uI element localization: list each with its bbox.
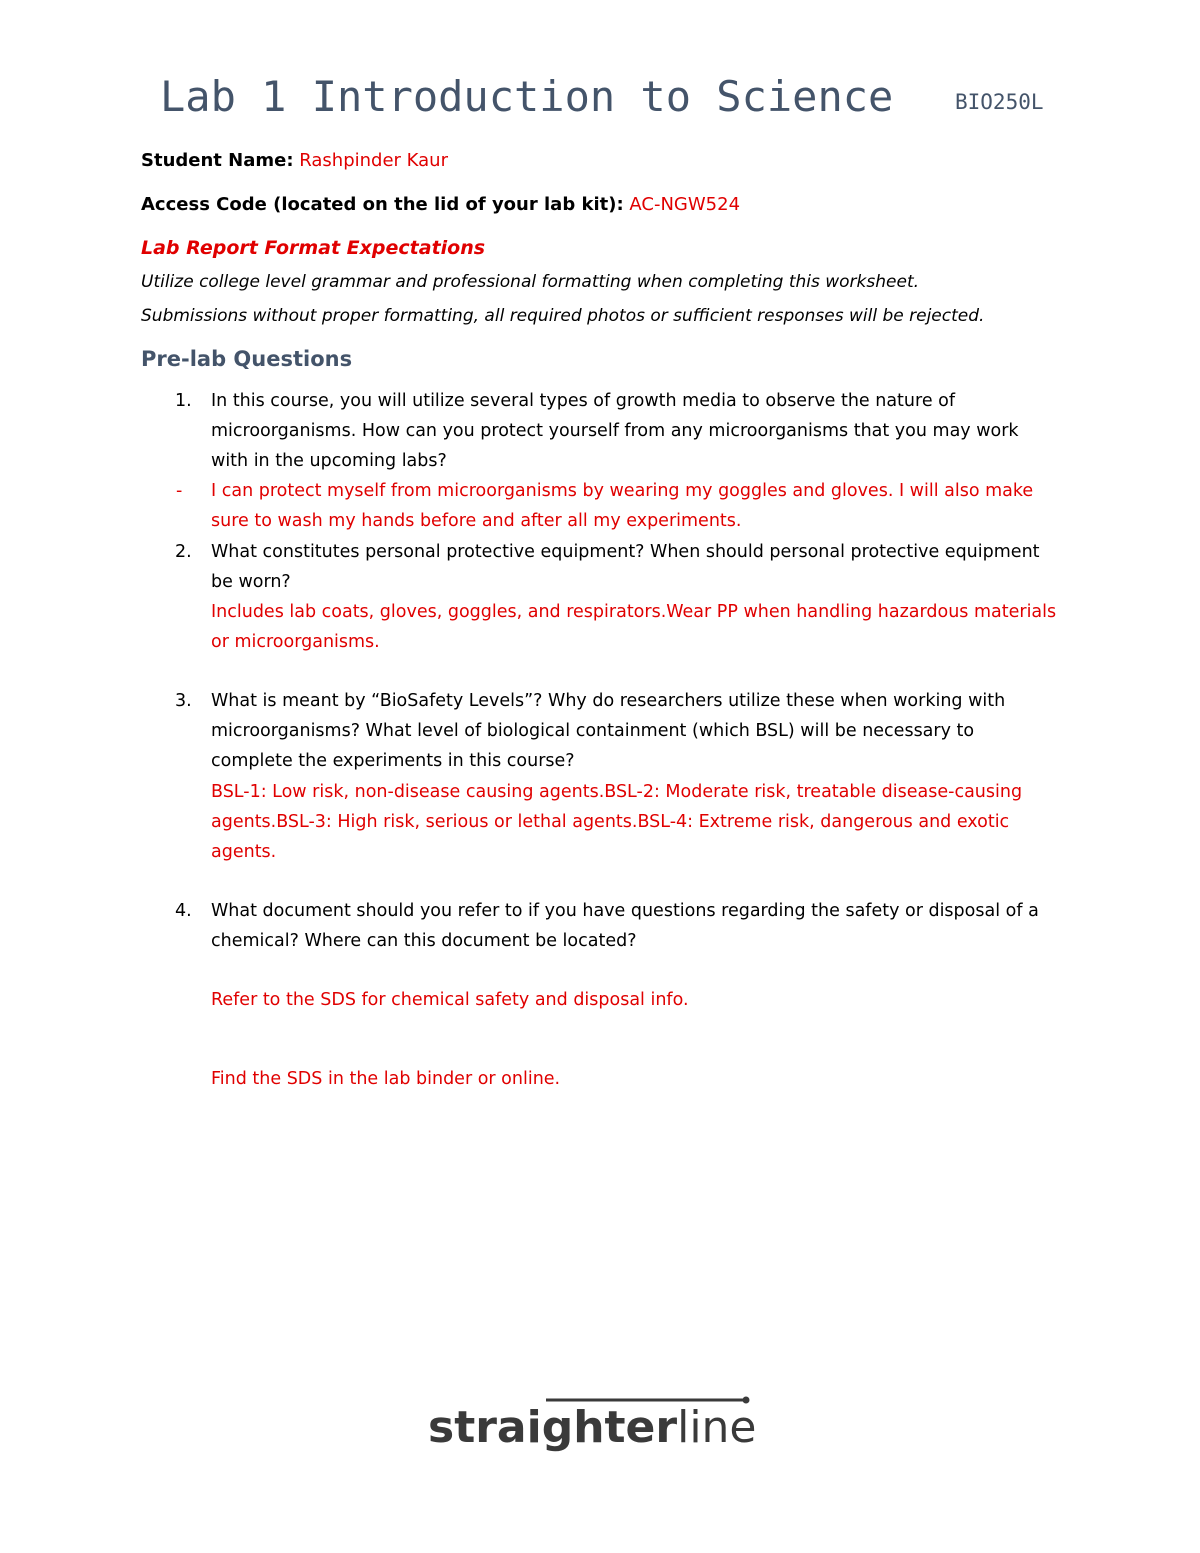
answer-4-line: Refer to the SDS for chemical safety and disposal info. <box>211 990 689 1010</box>
question-2-line: be worn? <box>211 572 291 592</box>
question-1-number: 1. <box>175 391 192 411</box>
question-4-line: chemical? Where can this document be located? <box>211 931 637 951</box>
format-line-2: Submissions without proper formatting, all required photos or sufficient responses will be rejected. <box>141 306 985 326</box>
question-4-number: 4. <box>175 901 192 921</box>
answer-3-line: agents.BSL-3: High risk, serious or lethal agents.BSL-4: Extreme risk, dangerous and exotic <box>211 812 1010 832</box>
question-2-line: What constitutes personal protective equipment? When should personal protective equipment <box>211 542 1040 562</box>
answer-1-bullet: - <box>176 481 183 501</box>
answer-1-line: I can protect myself from microorganisms by wearing my goggles and gloves. I will also make <box>211 481 1034 501</box>
straighterline-logo <box>428 1396 768 1458</box>
access-code-label: Access Code (located on the lid of your lab kit): <box>141 194 624 215</box>
question-3-line: microorganisms? What level of biological containment (which BSL) will be necessary to <box>211 721 975 741</box>
straighterline-logo-graphic <box>428 1396 768 1458</box>
svg-text:straighterline: straighterline <box>428 1402 757 1453</box>
format-line-1: Utilize college level grammar and professional formatting when completing this worksheet. <box>141 272 920 292</box>
course-code: BIO250L <box>955 90 1044 114</box>
student-name-value: Rashpinder Kaur <box>299 150 448 171</box>
question-1-line: microorganisms. How can you protect yourself from any microorganisms that you may work <box>211 421 1019 441</box>
question-4-line: What document should you refer to if you have questions regarding the safety or disposal of a <box>211 901 1039 921</box>
format-heading: Lab Report Format Expectations <box>141 237 486 259</box>
question-1-line: In this course, you will utilize several types of growth media to observe the nature of <box>211 391 956 411</box>
answer-2-line: Includes lab coats, gloves, goggles, and respirators.Wear PP when handling hazardous materials <box>211 602 1057 622</box>
question-1-line: with in the upcoming labs? <box>211 451 447 471</box>
page-title: Lab 1 Introduction to Science <box>160 72 894 121</box>
question-3-number: 3. <box>175 691 192 711</box>
answer-2-line: or microorganisms. <box>211 632 380 652</box>
answer-3-line: agents. <box>211 842 277 862</box>
answer-3-line: BSL-1: Low risk, non-disease causing agents.BSL-2: Moderate risk, treatable disease-causing <box>211 782 1023 802</box>
question-2-number: 2. <box>175 542 192 562</box>
question-3-line: What is meant by “BioSafety Levels”? Why do researchers utilize these when working with <box>211 691 1006 711</box>
access-code-value: AC-NGW524 <box>629 194 741 215</box>
answer-1-line: sure to wash my hands before and after all my experiments. <box>211 511 742 531</box>
answer-4-line: Find the SDS in the lab binder or online. <box>211 1069 561 1089</box>
question-3-line: complete the experiments in this course? <box>211 751 575 771</box>
access-code-row <box>141 194 740 215</box>
prelab-heading: Pre-lab Questions <box>141 347 353 371</box>
student-name-row <box>141 150 448 171</box>
student-name-label: Student Name: <box>141 150 294 171</box>
